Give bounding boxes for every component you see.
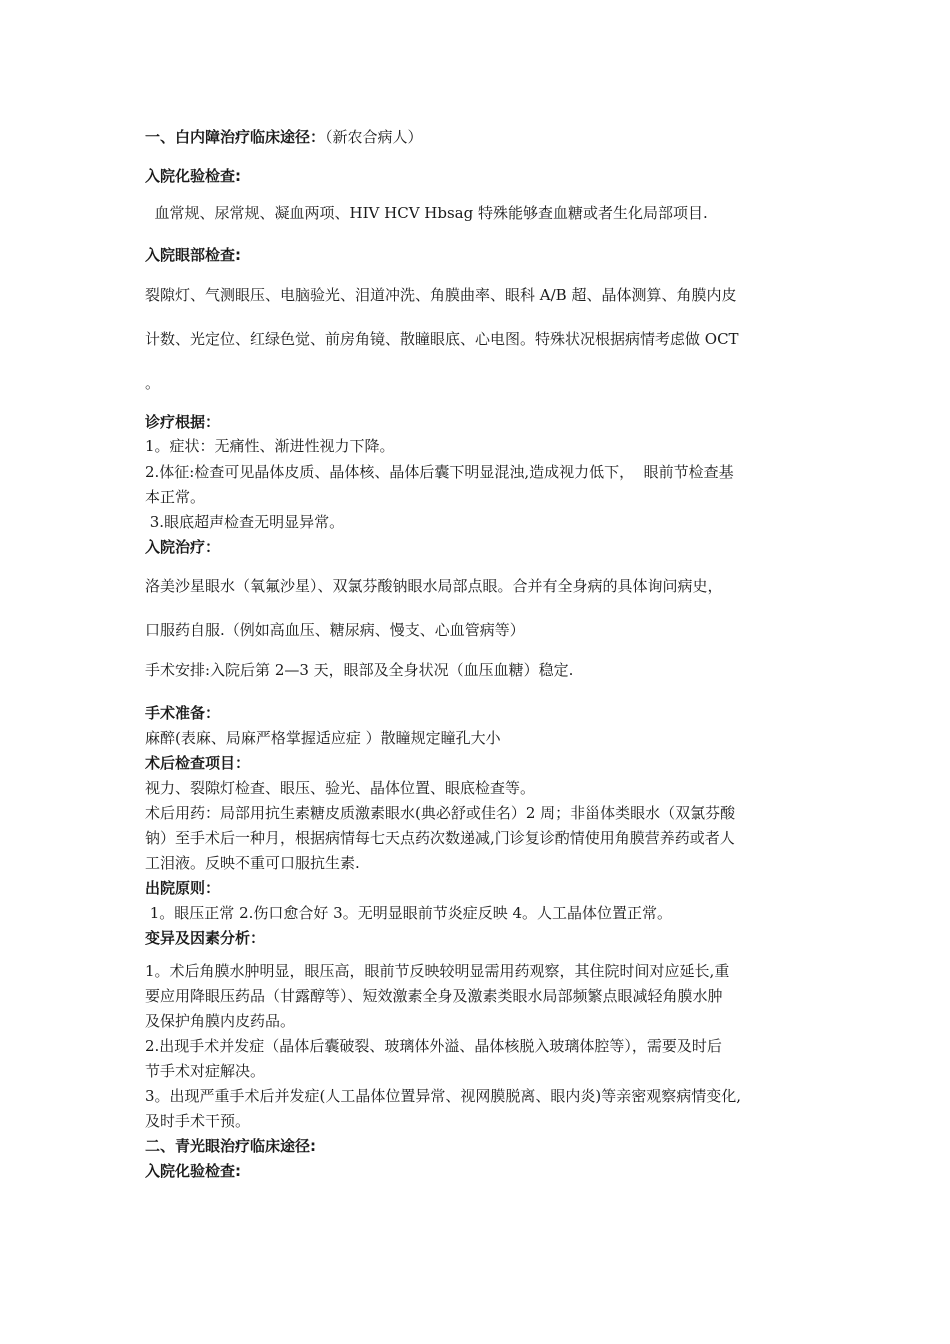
treatment-line: 洛美沙星眼水（氧氟沙星）、双氯芬酸钠眼水局部点眼。合并有全身病的具体询问病史， bbox=[145, 577, 723, 595]
postop-exam-text: 视力、裂隙灯检查、眼压、验光、晶体位置、眼底检查等。 bbox=[145, 779, 536, 797]
discharge-text: 1。眼压正常 2.伤口愈合好 3。无明显眼前节炎症反映 4。人工晶体位置正常。 bbox=[145, 904, 673, 922]
section-1-title bbox=[145, 127, 423, 147]
treatment-line: 口服药自服.（例如高血压、糖尿病、慢支、心血管病等） bbox=[145, 621, 525, 639]
lab-exam-heading: 入院化验检查: bbox=[145, 167, 241, 185]
diagnosis-item: 2.体征:检查可见晶体皮质、晶体核、晶体后囊下明显混浊,造成视力低下， 眼前节检查基 bbox=[145, 463, 734, 481]
postop-meds-line: 工泪液。反映不重可口服抗生素. bbox=[145, 854, 360, 872]
variation-line: 2.出现手术并发症（晶体后囊破裂、玻璃体外溢、晶体核脱入玻璃体腔等），需要及时后 bbox=[145, 1037, 722, 1055]
eye-exam-line: 计数、光定位、红绿色觉、前房角镜、散瞳眼底、心电图。特殊状况根据病情考虑做 OCT bbox=[145, 330, 739, 348]
section-1-title-text: 一、白内障治疗临床途径： bbox=[145, 128, 326, 146]
diagnosis-item: 3.眼底超声检查无明显异常。 bbox=[145, 513, 345, 531]
postop-meds-line: 术后用药：局部用抗生素糖皮质激素眼水(典必舒或佳名）2 周；非甾体类眼水（双氯芬酸 bbox=[145, 804, 736, 822]
variation-line: 1。术后角膜水肿明显，眼压高，眼前节反映较明显需用药观察，其住院时间对应延长,重 bbox=[145, 962, 730, 980]
treatment-heading: 入院治疗： bbox=[145, 538, 221, 556]
postop-exam-heading: 术后检查项目： bbox=[145, 754, 251, 772]
section-2-lab-heading: 入院化验检查: bbox=[145, 1162, 241, 1180]
diagnosis-heading: 诊疗根据： bbox=[145, 413, 221, 431]
surgery-prep-heading: 手术准备： bbox=[145, 704, 221, 722]
surgery-prep-text: 麻醉(表麻、局麻严格掌握适应症 ）散瞳规定瞳孔大小 bbox=[145, 729, 501, 747]
discharge-heading: 出院原则： bbox=[145, 879, 221, 897]
lab-exam-text: 血常规、尿常规、凝血两项、HIV HCV Hbsag 特殊能够查血糖或者生化局部项目. bbox=[145, 204, 708, 222]
eye-exam-line: 。 bbox=[145, 374, 161, 392]
diagnosis-item: 1。症状：无痛性、渐进性视力下降。 bbox=[145, 437, 395, 455]
diagnosis-item: 本正常。 bbox=[145, 488, 206, 506]
postop-meds-line: 钠）至手术后一种月，根据病情每七天点药次数递减,门诊复诊酌情使用角膜营养药或者人 bbox=[145, 829, 735, 847]
variation-line: 及时手术干预。 bbox=[145, 1112, 251, 1130]
variation-heading: 变异及因素分析： bbox=[145, 929, 266, 947]
section-1-title-note: （新农合病人） bbox=[325, 128, 423, 146]
variation-line: 3。出现严重手术后并发症(人工晶体位置异常、视网膜脱离、眼内炎)等亲密观察病情变化, bbox=[145, 1087, 742, 1105]
eye-exam-line: 裂隙灯、气测眼压、电脑验光、泪道冲洗、角膜曲率、眼科 A/B 超、晶体测算、角膜内皮 bbox=[145, 286, 737, 304]
section-2-title: 二、青光眼治疗临床途径: bbox=[145, 1137, 316, 1155]
variation-line: 节手术对症解决。 bbox=[145, 1062, 266, 1080]
surgery-schedule: 手术安排:入院后第 2—3 天，眼部及全身状况（血压血糖）稳定. bbox=[145, 661, 574, 679]
variation-line: 及保护角膜内皮药品。 bbox=[145, 1012, 296, 1030]
eye-exam-heading: 入院眼部检查: bbox=[145, 246, 241, 264]
variation-line: 要应用降眼压药品（甘露醇等）、短效激素全身及激素类眼水局部频繁点眼减轻角膜水肿 bbox=[145, 987, 723, 1005]
